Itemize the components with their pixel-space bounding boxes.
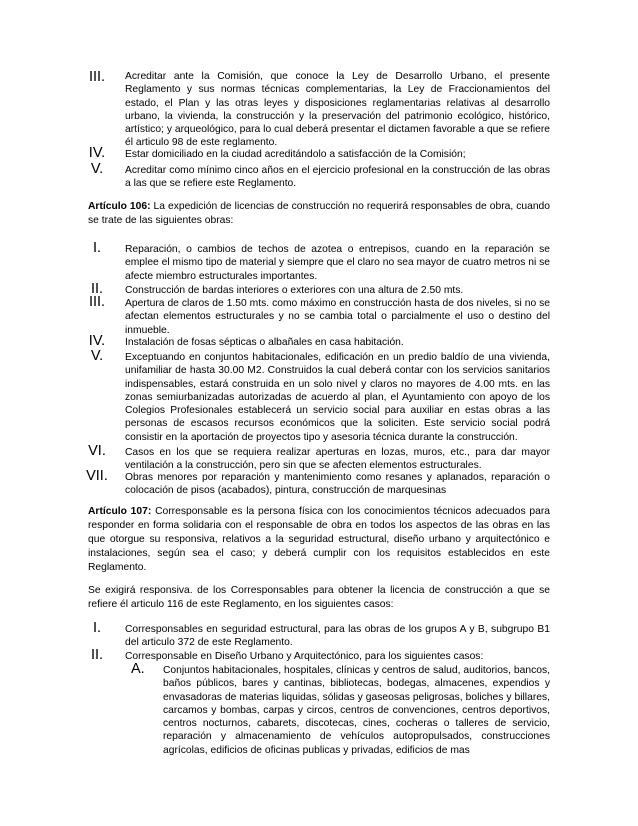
list-number: II. (90, 281, 104, 297)
list-text: Reparación, o cambios de techos de azotea o entrepisos, cuando en la reparación se emplee el mismo tipo de material y siempre que el claro no sea mayor de cuatro metros ni se afecte miembro estructurales importantes. (125, 244, 550, 282)
sub-list-letter: A. (131, 661, 145, 677)
list-number: IV. (88, 145, 106, 161)
article-label: Artículo 107: (88, 506, 152, 517)
list-text: Obras menores por reparación y mantenimiento como resanes y aplanados, reparación o colocación de pisos (acabados), pintura, construcción de marquesinas (125, 472, 550, 497)
list-text: Acreditar ante la Comisión, que conoce la Ley de Desarrollo Urbano, el presente Reglamento y sus normas técnicas complementarias, la Ley de Fraccionamientos del estado, el Plan y las otras leyes y disposiciones reglamentarias relativas al desarrollo urbano, la vivienda, la construcción y la preservación del patrimonio ecológico, histórico, artístico; y arqueológico, para lo cual deberá presentar el dictamen favorable a que se refiere él articulo 98 de este reglamento. (125, 71, 550, 149)
list-text: Construcción de bardas interiores o exteriores con una altura de 2.50 mts. (125, 285, 464, 296)
article-107 (88, 505, 550, 575)
responsiva-paragraph: Se exigirá responsiva. de los Corresponsables para obtener la licencia de construcción a que se refiere él articulo 116 de este Reglamento, en los siguientes casos: (88, 585, 550, 610)
list-text: Instalación de fosas sépticas o albañales en casa habitación. (125, 337, 404, 348)
list-number: V. (90, 161, 104, 177)
list-text: Casos en los que se requiera realizar aperturas en lozas, muros, etc., para dar mayor ventilación a la construcción, pero sin que se afecten elementos estructurales. (125, 447, 550, 472)
sub-list-text: Conjuntos habitacionales, hospitales, clínicas y centros de salud, auditorios, bancos, baños públicos, bares y cantinas, bibliotecas, bodegas, almacenes, expendios y envasadoras de materias liquidas, sólidas y gaseosas peligrosas, boliches y billares, carcamos y bombas, carpas y circos, centros de convenciones, centros deportivos, centros nocturnos, cabarets, discotecas, cines, cocheras o talleres de servicio, reparación y almacenamiento de vehículos autopropulsados, construcciones agrícolas, edificios de oficinas publicas y privadas, edificios de mas (163, 665, 550, 756)
list-text: Acreditar como mínimo cinco años en el ejercicio profesional en la construcción de las obras a las que se refiere este Reglamento. (125, 165, 550, 190)
list-number: I. (92, 620, 102, 636)
list-text: Estar domiciliado en la ciudad acreditándolo a satisfacción de la Comisión; (125, 149, 466, 160)
list-number: II. (90, 647, 104, 663)
list-number: III. (88, 69, 106, 85)
article-label: Artículo 106: (88, 201, 151, 212)
list-number: VI. (88, 443, 106, 459)
article-text: La expedición de licencias de construcción no requerirá responsables de obra, cuando se trate de las siguientes obras: (88, 201, 551, 226)
list-text: Corresponsable en Diseño Urbano y Arquitectónico, para los siguientes casos: (125, 651, 484, 662)
list-number: IV. (88, 333, 106, 349)
list-number: III. (88, 294, 106, 310)
list-text: Apertura de claros de 1.50 mts. como máximo en construcción hasta de dos niveles, si no se afectan elementos estructurales y no se cambia total o parcialmente el uso o destino del inmueble. (125, 298, 550, 336)
list-number: V. (90, 348, 104, 364)
list-text: Exceptuando en conjuntos habitacionales, edificación en un predio baldío de una vivienda, unifamiliar de hasta 30.00 M2. Construidos la cual deberá contar con los servicios sanitarios indispensables, estará construida en un solo nivel y claros no mayores de 4.00 mts. en las zonas semiurbanizadas autorizadas de acuerdo al plan, el Ayuntamiento con apoyo de los Colegios Profesionales establecerá un servicio social para auxiliar en estas obras a las personas de escasos recursos económicos que la soliciten. Este servicio social podrá consistir en la aportación de proyectos tipo y asesoria técnica durante la construcción. (125, 352, 550, 443)
list-number: VII. (86, 468, 108, 484)
list-text: Corresponsables en seguridad estructural, para las obras de los grupos A y B, subgrupo B1 del articulo 372 de este Reglamento. (125, 624, 550, 649)
article-106 (88, 200, 550, 228)
list-number: I. (92, 240, 102, 256)
article-text: Corresponsable es la persona física con los conocimientos técnicos adecuados para responder en forma solidaria con el responsable de obra en todos los aspectos de las obras en las que otorgue su responsiva, relativos a la seguridad estructural, diseño urbano y arquitectónico e instalaciones, según sea el caso; y deberá cumplir con los requisitos establecidos en este Reglamento. (88, 506, 550, 573)
